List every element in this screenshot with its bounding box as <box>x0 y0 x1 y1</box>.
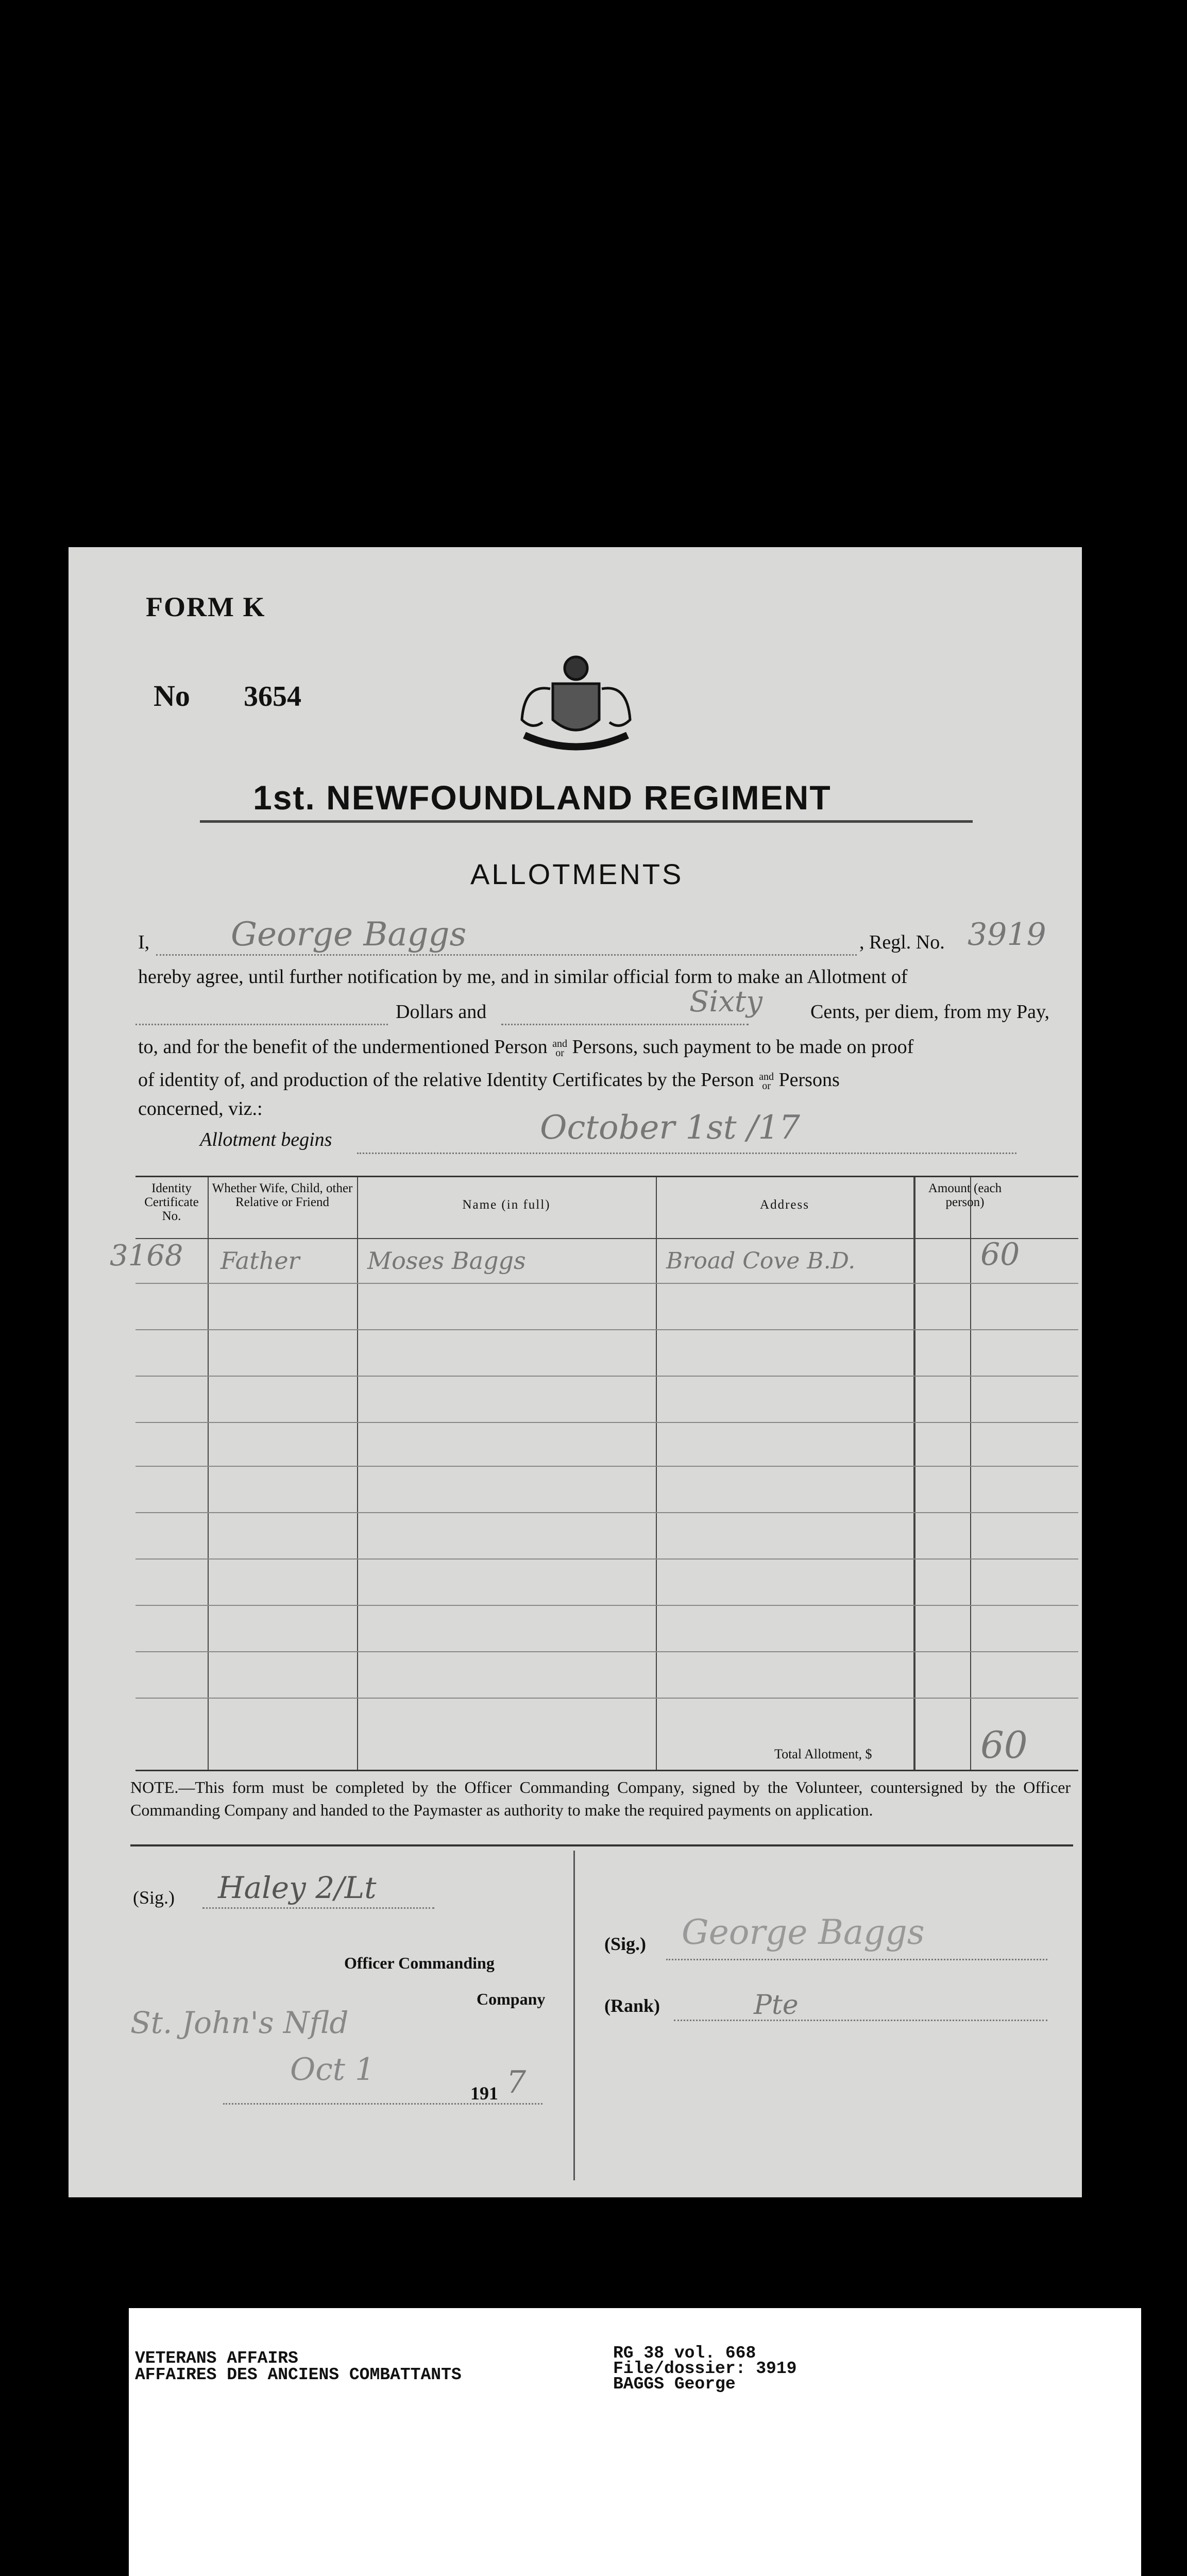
benefit-text-a: to, and for the benefit of the undermentioned Person <box>138 1036 548 1058</box>
year-label: 191 <box>470 2083 498 2104</box>
allotment-table <box>110 1176 1078 1771</box>
officer-sig-dotted-line <box>202 1907 434 1909</box>
form-number: 3654 <box>244 681 301 713</box>
row-name: Moses Baggs <box>367 1247 526 1275</box>
or-label: or <box>555 1047 564 1059</box>
header-amount: Amount (each person) <box>928 1181 1002 1209</box>
or-label-2: or <box>762 1080 771 1092</box>
regl-label: , Regl. No. <box>859 931 945 953</box>
rank-dotted-line <box>674 2020 1047 2021</box>
archive-right-line1: RG 38 vol. 668 <box>613 2344 756 2363</box>
coat-of-arms-emblem <box>504 648 648 764</box>
and-or-stack <box>552 1039 567 1058</box>
benefit-text-b: Persons, such payment to be made on proof <box>572 1036 914 1058</box>
allotments-heading: ALLOTMENTS <box>470 858 684 890</box>
volunteer-sig-label: (Sig.) <box>604 1934 646 1954</box>
dollars-dotted-line <box>135 1024 388 1025</box>
rank-label: (Rank) <box>604 1995 660 2016</box>
volunteer-sig-dotted-line <box>666 1959 1047 1960</box>
regiment-underline <box>200 820 973 823</box>
rank-value: Pte <box>754 1990 799 2021</box>
row-amount: 60 <box>980 1236 1020 1273</box>
name-line <box>138 916 1083 954</box>
header-name: Name (in full) <box>462 1198 551 1212</box>
identity-text-b: Persons <box>778 1069 840 1091</box>
allotment-begins-label: Allotment begins <box>200 1129 332 1150</box>
form-title: FORM K <box>146 591 266 622</box>
place-value: St. John's Nfld <box>130 2005 349 2040</box>
number-label: No <box>154 679 190 713</box>
allotment-begins-value: October 1st /17 <box>540 1109 800 1147</box>
officer-sig-label: (Sig.) <box>133 1887 175 1908</box>
concerned-line: concerned, viz.: <box>138 1098 263 1120</box>
signature-divider <box>573 1851 575 2180</box>
archive-left-line1: VETERANS AFFAIRS <box>135 2349 298 2368</box>
and-or-stack-2 <box>759 1072 774 1091</box>
agreement-line: hereby agree, until further notification by me, and in similar official form to make an Allotment of <box>138 966 908 988</box>
benefit-line <box>138 1036 1083 1058</box>
archive-left-line2: AFFAIRES DES ANCIENS COMBATTANTS <box>135 2365 462 2384</box>
note-text: NOTE.—This form must be completed by the Officer Commanding Company, signed by the Volunteer, countersigned by the Officer Commanding Company and handed to the Paymaster as authority to make the required payments on application. <box>130 1778 1071 1819</box>
total-value: 60 <box>980 1723 1028 1767</box>
header-identity: Identity Certificate No. <box>144 1181 199 1223</box>
identity-text-a: of identity of, and production of the relative Identity Certificates by the Person <box>138 1069 754 1091</box>
dollars-label: Dollars and <box>396 1001 487 1023</box>
archive-label <box>129 2308 1141 2576</box>
date-dotted-line <box>223 2103 542 2105</box>
regiment-title: 1st. NEWFOUNDLAND REGIMENT <box>253 778 832 817</box>
note-rule <box>130 1844 1073 1846</box>
officer-signature: Haley 2/Lt <box>218 1870 377 1905</box>
volunteer-signature: George Baggs <box>682 1912 925 1952</box>
archive-right-line2: File/dossier: 3919 <box>613 2359 797 2378</box>
row-relation: Father <box>221 1247 300 1275</box>
i-label: I, <box>138 931 150 953</box>
signer-name: George Baggs <box>231 916 467 954</box>
row-address: Broad Cove B.D. <box>666 1248 856 1274</box>
regl-number: 3919 <box>968 917 1046 953</box>
name-dotted-line <box>156 954 857 956</box>
and-label: and <box>552 1038 567 1050</box>
officer-commanding-label: Officer Commanding <box>344 1954 495 1972</box>
cents-value: Sixty <box>689 985 762 1019</box>
allotment-form <box>69 547 1082 2197</box>
header-relation: Whether Wife, Child, other Relative or Friend <box>212 1181 353 1209</box>
cents-label: Cents, per diem, from my Pay, <box>810 1001 1050 1023</box>
begins-dotted-line <box>357 1153 1016 1154</box>
year-value: 7 <box>506 2064 527 2100</box>
row-identity: 3168 <box>110 1239 183 1273</box>
company-label: Company <box>477 1990 546 2008</box>
date-value: Oct 1 <box>290 2052 375 2088</box>
identity-line <box>138 1069 1083 1091</box>
archive-right-line3: BAGGS George <box>613 2375 736 2394</box>
header-address: Address <box>760 1198 809 1212</box>
total-label: Total Allotment, $ <box>774 1747 872 1761</box>
cents-dotted-line <box>501 1024 749 1025</box>
and-label-2: and <box>759 1071 774 1083</box>
